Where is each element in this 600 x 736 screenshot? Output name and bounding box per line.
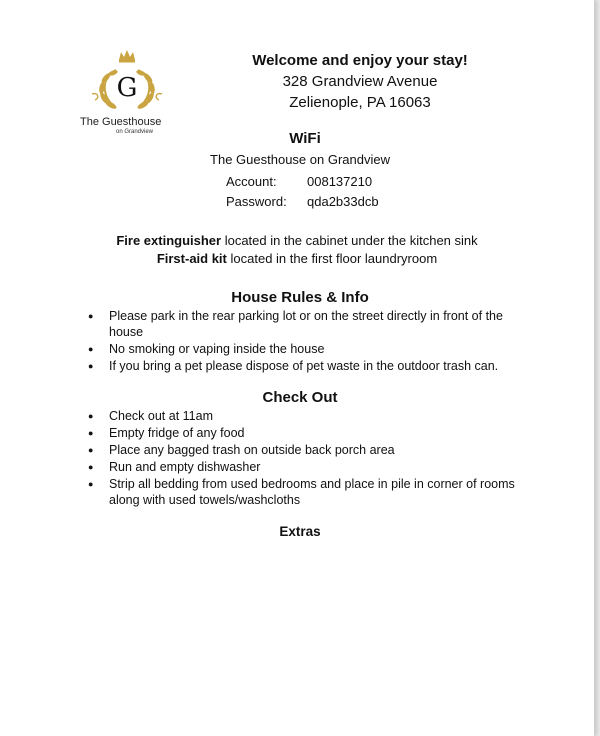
list-item: ● Empty fridge of any food bbox=[86, 426, 526, 442]
list-item: ● Place any bagged trash on outside back porch area bbox=[86, 443, 526, 459]
logo-name: The Guesthouse bbox=[80, 116, 162, 128]
fire-extinguisher-line bbox=[60, 232, 534, 250]
address-line-2: Zelienople, PA 16063 bbox=[289, 94, 431, 111]
wifi-account-label: Account: bbox=[226, 174, 277, 189]
house-rules-title: House Rules & Info bbox=[231, 289, 369, 306]
welcome-title: Welcome and enjoy your stay! bbox=[252, 52, 468, 69]
wifi-password-value: qda2b33dcb bbox=[307, 194, 379, 209]
first-aid-label: First-aid kit bbox=[156, 251, 227, 266]
list-item: ● Run and empty dishwasher bbox=[86, 460, 526, 476]
list-item: ● Strip all bedding from used bedrooms and place in pile in corner of rooms along with used towels/washcloths bbox=[86, 477, 526, 508]
logo-subtitle: on Grandview bbox=[116, 129, 154, 135]
wifi-title: WiFi bbox=[289, 130, 321, 147]
wifi-account-value: 008137210 bbox=[307, 174, 373, 189]
fire-extinguisher-text: located in the cabinet under the kitchen sink bbox=[221, 233, 478, 248]
wifi-network-name: The Guesthouse on Grandview bbox=[210, 152, 390, 167]
wifi-password-label: Password: bbox=[226, 194, 287, 209]
checkout-list bbox=[86, 409, 526, 510]
checkout-title: Check Out bbox=[262, 389, 338, 406]
extras-title: Extras bbox=[279, 524, 321, 539]
fire-extinguisher-label: Fire extinguisher bbox=[116, 233, 222, 248]
laurel-crown-emblem-icon bbox=[86, 48, 168, 116]
logo-monogram: G bbox=[116, 73, 138, 103]
welcome-block bbox=[210, 50, 510, 113]
address-line-1: 328 Grandview Avenue bbox=[282, 73, 438, 90]
safety-info bbox=[60, 232, 534, 268]
list-item: ● No smoking or vaping inside the house bbox=[86, 342, 526, 358]
list-item: ● Please park in the rear parking lot or on the street directly in front of the house bbox=[86, 309, 526, 340]
house-rules-list bbox=[86, 309, 526, 376]
first-aid-line bbox=[60, 250, 534, 268]
list-item: ● If you bring a pet please dispose of pet waste in the outdoor trash can. bbox=[86, 359, 526, 375]
list-item: ● Check out at 11am bbox=[86, 409, 526, 425]
first-aid-text: located in the first floor laundryroom bbox=[226, 251, 438, 266]
guesthouse-logo bbox=[72, 48, 182, 143]
